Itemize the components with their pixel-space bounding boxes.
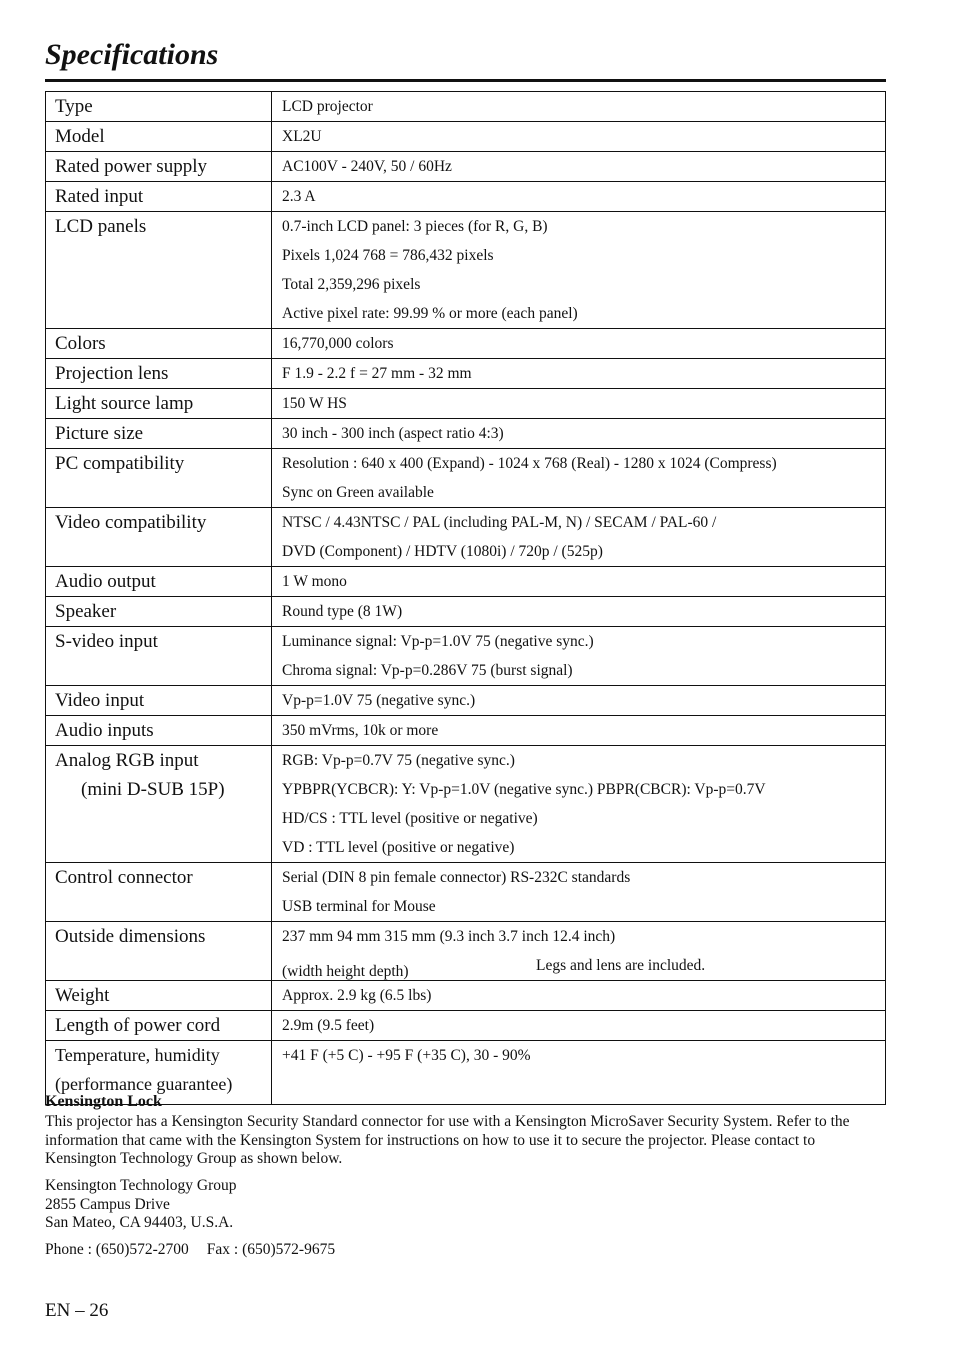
spec-label xyxy=(46,449,272,508)
spec-label-line: Speaker xyxy=(55,601,117,622)
spec-value-line: DVD (Component) / HDTV (1080i) / 720p / (525p) xyxy=(282,543,603,560)
spec-row xyxy=(46,746,886,863)
spec-value-line: 1 W mono xyxy=(282,573,347,590)
spec-value-line: YPBPR(YCBCR): Y: Vp-p=1.0V (negative sync.) PBPR(CBCR): Vp-p=0.7V xyxy=(282,781,766,798)
spec-value xyxy=(272,419,886,449)
spec-label-line: Rated power supply xyxy=(55,156,207,177)
address-line: San Mateo, CA 94403, U.S.A. xyxy=(45,1214,234,1231)
spec-label-line: Picture size xyxy=(55,423,144,444)
spec-row xyxy=(46,597,886,627)
spec-label-line: S-video input xyxy=(55,631,158,652)
spec-value-line: 16,770,000 colors xyxy=(282,335,394,352)
spec-label xyxy=(46,122,272,152)
spec-row xyxy=(46,922,886,981)
spec-label-line: Temperature, humidity xyxy=(55,1045,220,1065)
spec-value-line: 150 W HS xyxy=(282,395,347,412)
spec-value xyxy=(272,122,886,152)
spec-label xyxy=(46,1011,272,1041)
spec-label xyxy=(46,182,272,212)
spec-value-line: Resolution : 640 x 400 (Expand) - 1024 x 768 (Real) - 1280 x 1024 (Compress) xyxy=(282,455,777,472)
spec-label-line: Audio inputs xyxy=(55,720,154,741)
spec-row xyxy=(46,212,886,329)
spec-value xyxy=(272,1011,886,1041)
spec-label-line: Colors xyxy=(55,333,106,354)
address-line: 2855 Campus Drive xyxy=(45,1195,170,1213)
page-title: Specifications xyxy=(45,38,219,71)
spec-value-line xyxy=(282,951,885,980)
spec-value xyxy=(272,92,886,122)
spec-label-line: Weight xyxy=(55,985,110,1006)
spec-value xyxy=(272,152,886,182)
spec-value xyxy=(272,597,886,627)
fax-number: Fax : (650)572-9675 xyxy=(206,1241,336,1258)
specifications-table xyxy=(45,91,886,1105)
spec-value-line: RGB: Vp-p=0.7V 75 (negative sync.) xyxy=(282,752,515,769)
spec-value-line: 350 mVrms, 10k or more xyxy=(282,722,439,739)
address-line: Kensington Technology Group xyxy=(45,1177,237,1194)
kensington-address xyxy=(45,1177,886,1233)
spec-value-line: LCD projector xyxy=(282,98,373,115)
spec-row xyxy=(46,863,886,922)
spec-label xyxy=(46,597,272,627)
spec-label xyxy=(46,746,272,863)
spec-label-line: Length of power cord xyxy=(55,1015,221,1036)
spec-row xyxy=(46,122,886,152)
spec-value xyxy=(272,686,886,716)
spec-label-line: (mini D-SUB 15P) xyxy=(81,779,225,800)
spec-label-line: Outside dimensions xyxy=(55,926,206,947)
kensington-description: This projector has a Kensington Security Standard connector for use with a Kensington MicroSaver Security System. Refer to the information that came with the Kensington System for instructions on how to use it to secure the projector. Please contact to Kensington Technology Group as shown below. xyxy=(45,1113,850,1167)
spec-value-line: 2.9m (9.5 feet) xyxy=(282,1017,375,1034)
spec-label-line: Video compatibility xyxy=(55,512,207,533)
spec-row xyxy=(46,182,886,212)
spec-row xyxy=(46,449,886,508)
spec-value-line: Chroma signal: Vp-p=0.286V 75 (burst signal) xyxy=(282,662,573,679)
spec-value xyxy=(272,212,886,329)
spec-value-line: HD/CS : TTL level (positive or negative) xyxy=(282,810,538,827)
spec-row xyxy=(46,1011,886,1041)
phone-number: Phone : (650)572-2700 xyxy=(45,1241,189,1258)
spec-row xyxy=(46,567,886,597)
spec-label-line: (performance guarantee) xyxy=(55,1074,233,1094)
spec-label xyxy=(46,329,272,359)
page-number: EN – 26 xyxy=(45,1300,109,1321)
spec-value xyxy=(272,567,886,597)
spec-row xyxy=(46,329,886,359)
spec-row xyxy=(46,627,886,686)
spec-label-line: Control connector xyxy=(55,867,193,888)
spec-row xyxy=(46,92,886,122)
spec-value-line: USB terminal for Mouse xyxy=(282,898,436,915)
spec-label-line: Light source lamp xyxy=(55,393,194,414)
spec-label-line: Audio output xyxy=(55,571,156,592)
spec-label-line: Projection lens xyxy=(55,363,169,384)
spec-value-line: VD : TTL level (positive or negative) xyxy=(282,839,515,856)
spec-value-line: 2.3 A xyxy=(282,188,316,205)
spec-value-line: Total 2,359,296 pixels xyxy=(282,276,421,293)
dimension-note: Legs and lens are included. xyxy=(536,957,706,974)
spec-label xyxy=(46,92,272,122)
spec-value xyxy=(272,182,886,212)
spec-value-line: Vp-p=1.0V 75 (negative sync.) xyxy=(282,692,476,709)
spec-value-line: XL2U xyxy=(282,128,322,145)
spec-label xyxy=(46,389,272,419)
spec-row xyxy=(46,716,886,746)
spec-value xyxy=(272,508,886,567)
spec-row xyxy=(46,686,886,716)
spec-value-line: +41 F (+5 C) - +95 F (+35 C), 30 - 90% xyxy=(282,1047,531,1064)
spec-value-line: 30 inch - 300 inch (aspect ratio 4:3) xyxy=(282,425,504,442)
spec-value xyxy=(272,716,886,746)
spec-value xyxy=(272,922,886,981)
spec-value-line: Round type (8 1W) xyxy=(282,603,403,620)
kensington-heading: Kensington Lock xyxy=(45,1093,162,1110)
spec-label-line: LCD panels xyxy=(55,216,147,237)
spec-value-line: Active pixel rate: 99.99 % or more (each panel) xyxy=(282,305,578,322)
title-rule xyxy=(45,79,886,82)
spec-value-line: AC100V - 240V, 50 / 60Hz xyxy=(282,158,452,175)
spec-row xyxy=(46,359,886,389)
spec-value xyxy=(272,449,886,508)
spec-value xyxy=(272,329,886,359)
spec-value xyxy=(272,863,886,922)
spec-label xyxy=(46,508,272,567)
spec-value xyxy=(272,627,886,686)
spec-label xyxy=(46,152,272,182)
spec-label-line: PC compatibility xyxy=(55,453,185,474)
dimension-axes: (width height depth) xyxy=(282,963,409,980)
spec-value-line: NTSC / 4.43NTSC / PAL (including PAL-M, N) / SECAM / PAL-60 / xyxy=(282,514,717,531)
spec-label-line: Video input xyxy=(55,690,145,711)
spec-label xyxy=(46,359,272,389)
spec-label xyxy=(46,419,272,449)
spec-value xyxy=(272,746,886,863)
spec-label-line: Rated input xyxy=(55,186,144,207)
spec-label xyxy=(46,863,272,922)
spec-value-line: Luminance signal: Vp-p=1.0V 75 (negative sync.) xyxy=(282,633,594,650)
spec-value-line: Sync on Green available xyxy=(282,484,434,501)
spec-label xyxy=(46,716,272,746)
spec-row xyxy=(46,152,886,182)
spec-value-line: Pixels 1,024 768 = 786,432 pixels xyxy=(282,247,494,264)
spec-row xyxy=(46,508,886,567)
spec-label-line: Type xyxy=(55,96,93,117)
spec-label xyxy=(46,212,272,329)
spec-label xyxy=(46,981,272,1011)
spec-row xyxy=(46,389,886,419)
spec-label-line: Model xyxy=(55,126,105,147)
spec-value xyxy=(272,359,886,389)
spec-label xyxy=(46,627,272,686)
spec-value xyxy=(272,981,886,1011)
spec-value-line: F 1.9 - 2.2 f = 27 mm - 32 mm xyxy=(282,365,472,382)
spec-value-line: 0.7-inch LCD panel: 3 pieces (for R, G, B) xyxy=(282,218,548,235)
spec-label xyxy=(46,922,272,981)
kensington-contact xyxy=(45,1241,886,1260)
specifications-table-body xyxy=(46,92,886,1105)
spec-label xyxy=(46,686,272,716)
spec-label-line: Analog RGB input xyxy=(55,750,199,771)
spec-value-line: Serial (DIN 8 pin female connector) RS-232C standards xyxy=(282,869,631,886)
spec-value-line: 237 mm 94 mm 315 mm (9.3 inch 3.7 inch 12.4 inch) xyxy=(282,928,616,945)
spec-label xyxy=(46,567,272,597)
spec-value xyxy=(272,389,886,419)
spec-value-line: Approx. 2.9 kg (6.5 lbs) xyxy=(282,987,432,1004)
spec-row xyxy=(46,419,886,449)
